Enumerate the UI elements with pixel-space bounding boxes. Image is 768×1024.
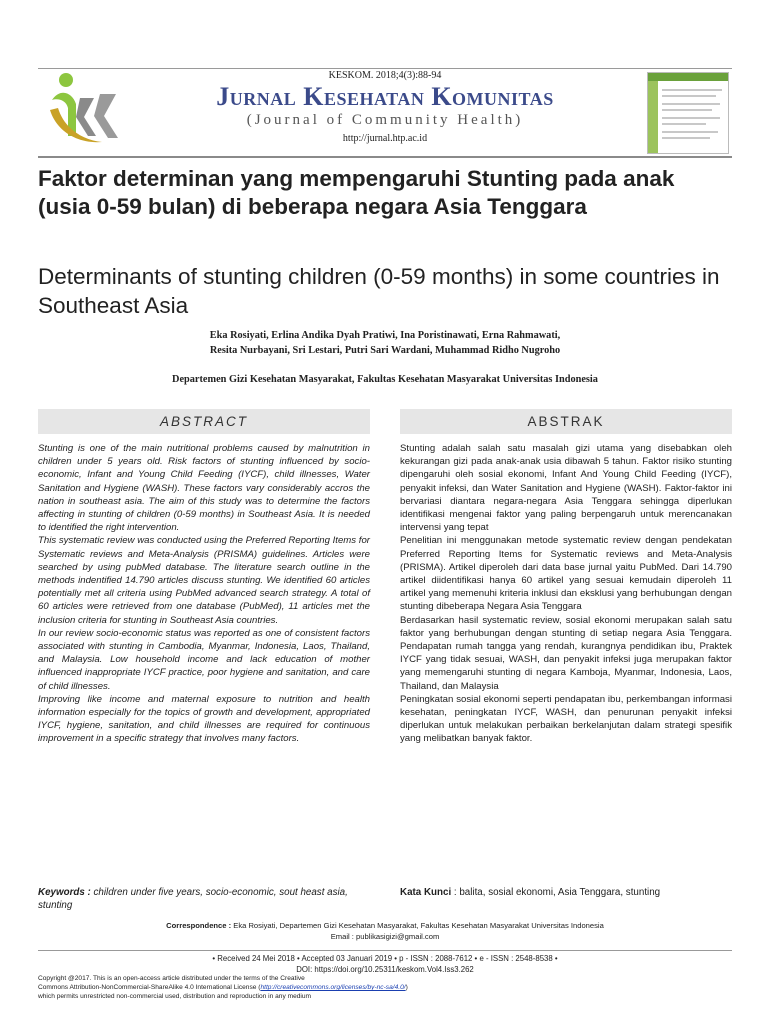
affiliation: Departemen Gizi Kesehatan Masyarakat, Fakultas Kesehatan Masyarakat Universitas Indonesia (172, 374, 598, 385)
cover-text-line (662, 103, 720, 105)
correspondence (38, 921, 732, 942)
abstrak-heading: ABSTRAK (400, 409, 732, 434)
cover-text-line (662, 137, 710, 139)
keywords-label: Keywords : (38, 887, 91, 898)
header-bottom-rule (38, 156, 732, 158)
abstract-id-paragraph: Berdasarkan hasil systematic review, sosial ekonomi merupakan salah satu faktor yang berhubungan dengan stunting di setiap negara Asia Tenggara. Pendapatan rumah tangga yang rendah, kurangnya pendidikan ibu, Praktek IYCF yang tidak sesuai, WASH, dan penyakit infeksi juga merupakan faktor yang memengaruhi stunting di negara Kamboja, Myanmar, Indonesia, Laos, Thailand, dan Malaysia (400, 614, 732, 692)
abstract-indonesian (400, 442, 732, 746)
abstract-id-paragraph: Peningkatan sosial ekonomi seperti pendapatan ibu, perkembangan informasi kesehatan, peningkatan IYCF, WASH, dan penurunan penyakit infeksi diperlukan untuk melakukan perbaikan berkelanjutan dalam strategi spesifik yang melibatkan banyak faktor. (400, 693, 732, 745)
keywords-indonesian (400, 886, 732, 899)
copyright-line-2 (38, 983, 538, 992)
cover-text-line (662, 117, 720, 119)
abstract-en-paragraph: In our review socio-economic status was reported as one of consistent factors associated with stunting in Cambodia, Myanmar, Indonesia, Laos, Thailand, and Malaysia. Low household income and lack education of mother influenced inappropriate IYCF practice, poor hygiene and sanitation, and care of child illnesses. (38, 627, 370, 692)
keywords-text: children under five years, socio-economic, sout heast asia, stunting (38, 887, 348, 911)
dates-issn: • Received 24 Mei 2018 • Accepted 03 Januari 2019 • p - ISSN : 2088-7612 • e - ISSN : 2548-8538 • (212, 954, 558, 963)
abstract-en-paragraph: Improving like income and maternal exposure to nutrition and health information especially for the topics of growth and development, appropriated IYCF, hygiene, sanitation, and child illnesses are required for continuous improvement in a specific strategy that involves many factors. (38, 693, 370, 745)
journal-url[interactable]: http://jurnal.htp.ac.id (342, 133, 428, 144)
copyright-license-text: Commons Attribution-NonCommercial-ShareAlike 4.0 International License ( (38, 984, 261, 991)
footer-rule (38, 950, 732, 951)
copyright-line-1: Copyright @2017. This is an open-access article distributed under the terms of the Creative (38, 975, 305, 982)
abstract-en-paragraph: This systematic review was conducted using the Preferred Reporting Items for Systematic reviews and Meta-Analysis (PRISMA) guidelines. Articles were searched by using pubMed database. The literature search outline in the methods indentified 14.790 articles discuss stunting. We identified 60 articles potentially met all criteria using PubMed advanced search strategy. A total of 60 articles were retrieved from one database (PubMed), 11 articles met the inclusion criteria for stunting in Southeast Asia countries. (38, 535, 370, 626)
journal-logo (46, 70, 132, 148)
cover-text-line (662, 131, 718, 133)
keywords-english (38, 886, 370, 912)
copyright-notice (38, 974, 538, 1001)
cover-text-line (662, 123, 706, 125)
cover-text-line (662, 89, 722, 91)
kata-kunci-text: : balita, sosial ekonomi, Asia Tenggara, stunting (451, 887, 661, 898)
journal-name: Jurnal Kesehatan Komunitas (216, 82, 554, 111)
correspondence-text: Eka Rosiyati, Departemen Gizi Kesehatan Masyarakat, Fakultas Kesehatan Masyarakat Universitas Indonesia (231, 921, 604, 930)
correspondence-email[interactable]: Email : publikasigizi@gmail.com (330, 931, 440, 941)
cover-band (648, 73, 728, 81)
kata-kunci-label: Kata Kunci (400, 887, 452, 898)
cover-text-line (662, 95, 716, 97)
abstract-id-paragraph: Penelitian ini menggunakan metode systematic review dengan pendekatan Preferred Reporting Items for Systematic reviews and Meta-Analysis (PRISMA). Artikel diperoleh dari data base jurnal yaitu PubMed. Dari 14.790 artikel diidentifikasi hanya 60 artikel yang sesuai kemudain diperoleh 11 artikel yang memenuhi kriteria inklusi dan eksklusi yang berhubungan dengan stunting dibeberapa Negara Asia Tenggara (400, 535, 732, 613)
journal-masthead (150, 68, 620, 144)
journal-subtitle: (Journal of Community Health) (246, 112, 524, 128)
correspondence-label: Correspondence : (166, 921, 232, 930)
authors-line-2: Resita Nurbayani, Sri Lestari, Putri Sari Wardani, Muhammad Ridho Nugroho (209, 345, 561, 356)
title-english: Determinants of stunting children (0-59 months) in some countries in Southeast Asia (38, 264, 720, 318)
title-indonesian: Faktor determinan yang mempengaruhi Stunting pada anak (usia 0-59 bulan) di beberapa negara Asia Tenggara (38, 166, 675, 219)
abstract-en-paragraph: Stunting is one of the main nutritional problems caused by malnutrition in children under 5 years old. Risk factors of stunting influenced by socio-economic, Infant and Young Child Feeding (IYCF), child illnesses, Water Sanitation and Hygiene (WASH). These factors vary considerably accros the nation in southeast asia. The aim of this study was to determine the factors affecting in stunting of children (0-59 months) in Southeast Asia. It is needed to identified the right intervention. (38, 443, 370, 534)
abstract-id-paragraph: Stunting adalah salah satu masalah gizi utama yang disebabkan oleh kekurangan gizi pada anak-anak usia dibawah 5 tahun. Faktor risiko stunting dipengaruhi oleh sosial ekonomi, Infant And Young Child Feeding (IYCF), penyakit infeksi, dan Water Sanitation and Hygiene (WASH). Faktor-faktor ini bervariasi diantara negara-negara Asia Tenggara sehingga diperlukan identifikasi mengenai faktor yang paling berpengaruh untuk merencanakan intervensi yang tepat (400, 443, 732, 534)
journal-cover-thumbnail (647, 72, 729, 154)
cover-strip (648, 81, 658, 153)
abstract-english (38, 442, 370, 746)
license-link[interactable]: http://creativecommons.org/licenses/by-nc-sa/4.0/ (260, 984, 406, 991)
author-list (38, 328, 732, 358)
cover-text-line (662, 109, 712, 111)
authors-line-1: Eka Rosiyati, Erlina Andika Dyah Pratiwi, Ina Poristinawati, Erna Rahmawati, (209, 330, 561, 341)
abstract-heading: ABSTRACT (38, 409, 370, 434)
copyright-line-3: which permits unrestricted non-commercial used, distribution and reproduction in any medium (38, 993, 312, 1000)
copyright-close-paren: ) (405, 984, 408, 991)
doi[interactable]: DOI: https://doi.org/10.25311/keskom.Vol4.Iss3.262 (296, 965, 474, 974)
citation: KESKOM. 2018;4(3):88-94 (328, 70, 442, 81)
publication-dates (38, 953, 732, 975)
